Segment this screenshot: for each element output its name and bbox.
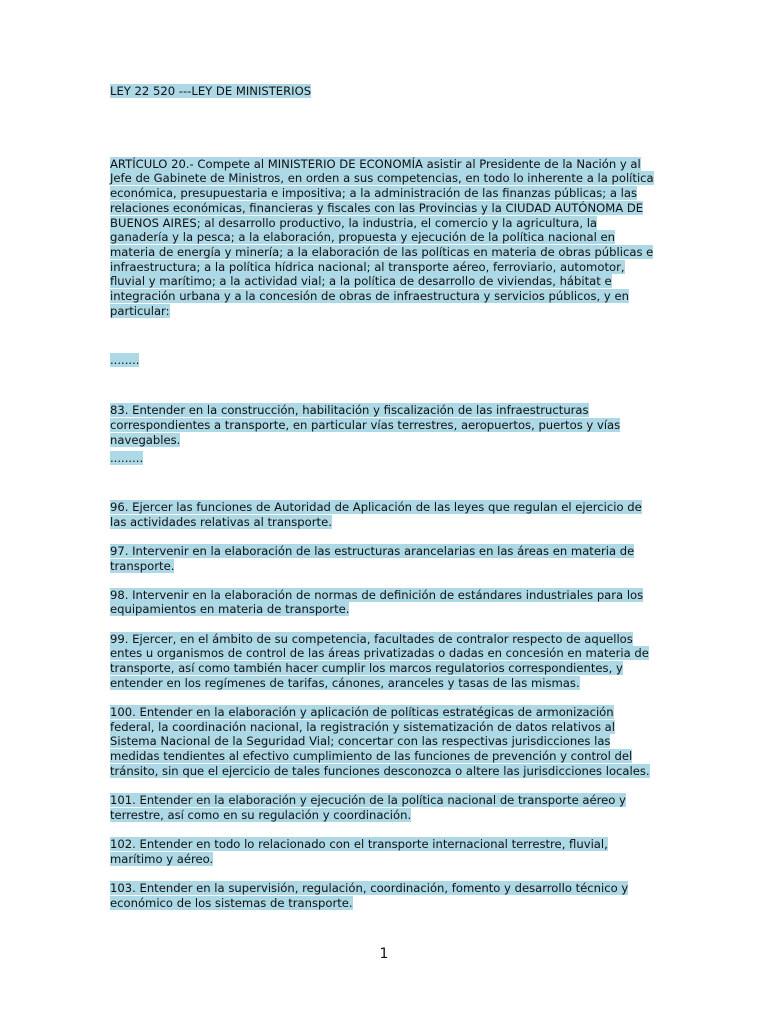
document-body: [110, 84, 658, 925]
document-title: [110, 84, 658, 99]
article-item-83: [110, 403, 658, 447]
article-item-text: 100. Entender en la elaboración y aplicación de políticas estratégicas de armonización federal, la coordinación nacional, la registración y sistematización de datos relativos al Sistema Nacional de la Seguridad Vial; concertar con las respectivas jurisdicciones las medidas tendientes al efectivo cumplimiento de las funciones de prevención y control del tránsito, sin que el ejercicio de tales funciones desconozca o altere las jurisdicciones locales.: [110, 704, 650, 778]
article-item-97: [110, 544, 658, 573]
article-20-intro: [110, 157, 658, 319]
article-item-text: 96. Ejercer las funciones de Autoridad de Aplicación de las leyes que regulan el ejercicio de las actividades relativas al transporte.: [110, 499, 642, 529]
article-item-96: [110, 500, 658, 529]
article-item-98: [110, 588, 658, 617]
article-20-intro-text: ARTÍCULO 20.- Compete al MINISTERIO DE ECONOMÍA asistir al Presidente de la Nación y al Jefe de Gabinete de Ministros, en orden a sus competencias, en todo lo inherente a la política económica, presupuestaria e impositiva; a la administración de las finanzas públicas; a las relaciones económicas, financieras y fiscales con las Provincias y la CIUDAD AUTÓNOMA DE BUENOS AIRES; al desarrollo productivo, la industria, el comercio y la agricultura, la ganadería y la pesca; a la elaboración, propuesta y ejecución de la política nacional en materia de energía y minería; a la elaboración de las políticas en materia de obras públicas e infraestructura; a la política hídrica nacional; al transporte aéreo, ferroviario, automotor, fluvial y marítimo; a la actividad vial; a la política de desarrollo de viviendas, hábitat e integración urbana y a la concesión de obras de infraestructura y servicios públicos, y en particular:: [110, 156, 654, 318]
article-item-101: [110, 793, 658, 822]
article-item-99: [110, 632, 658, 691]
article-item-text: 97. Intervenir en la elaboración de las estructuras arancelarias en las áreas en materia de transporte.: [110, 543, 635, 573]
ellipsis-separator-text: .........: [110, 451, 144, 466]
ellipsis-separator: [110, 353, 658, 368]
article-item-102: [110, 837, 658, 866]
article-item-100: [110, 705, 658, 779]
article-item-text: 102. Entender en todo lo relacionado con el transporte internacional terrestre, fluvial, marítimo y aéreo.: [110, 836, 608, 866]
article-item-text: 103. Entender en la supervisión, regulación, coordinación, fomento y desarrollo técnico y económico de los sistemas de transporte.: [110, 880, 629, 910]
article-item-text: 101. Entender en la elaboración y ejecución de la política nacional de transporte aéreo y terrestre, así como en su regulación y coordinación.: [110, 793, 626, 822]
article-item-83-text: 83. Entender en la construcción, habilitación y fiscalización de las infraestructuras correspondientes a transporte, en particular vías terrestres, aeropuertos, puertos y vías navegables.: [110, 403, 621, 447]
ellipsis-separator-text: ........: [110, 353, 140, 368]
article-item-103: [110, 881, 658, 910]
article-item-text: 98. Intervenir en la elaboración de normas de definición de estándares industriales para los equipamientos en materia de transporte.: [110, 587, 644, 617]
document-title-text: LEY 22 520 ---LEY DE MINISTERIOS: [110, 84, 312, 98]
ellipsis-separator: [110, 451, 658, 466]
page-number: 1: [379, 946, 389, 962]
article-item-text: 99. Ejercer, en el ámbito de su competencia, facultades de contralor respecto de aquellos entes u organismos de control de las áreas privatizadas o dadas en concesión en materia de transporte, así como también hacer cumplir los marcos regulatorios correspondientes, y entender en los regímenes de tarifas, cánones, aranceles y tasas de las mismas.: [110, 631, 649, 690]
